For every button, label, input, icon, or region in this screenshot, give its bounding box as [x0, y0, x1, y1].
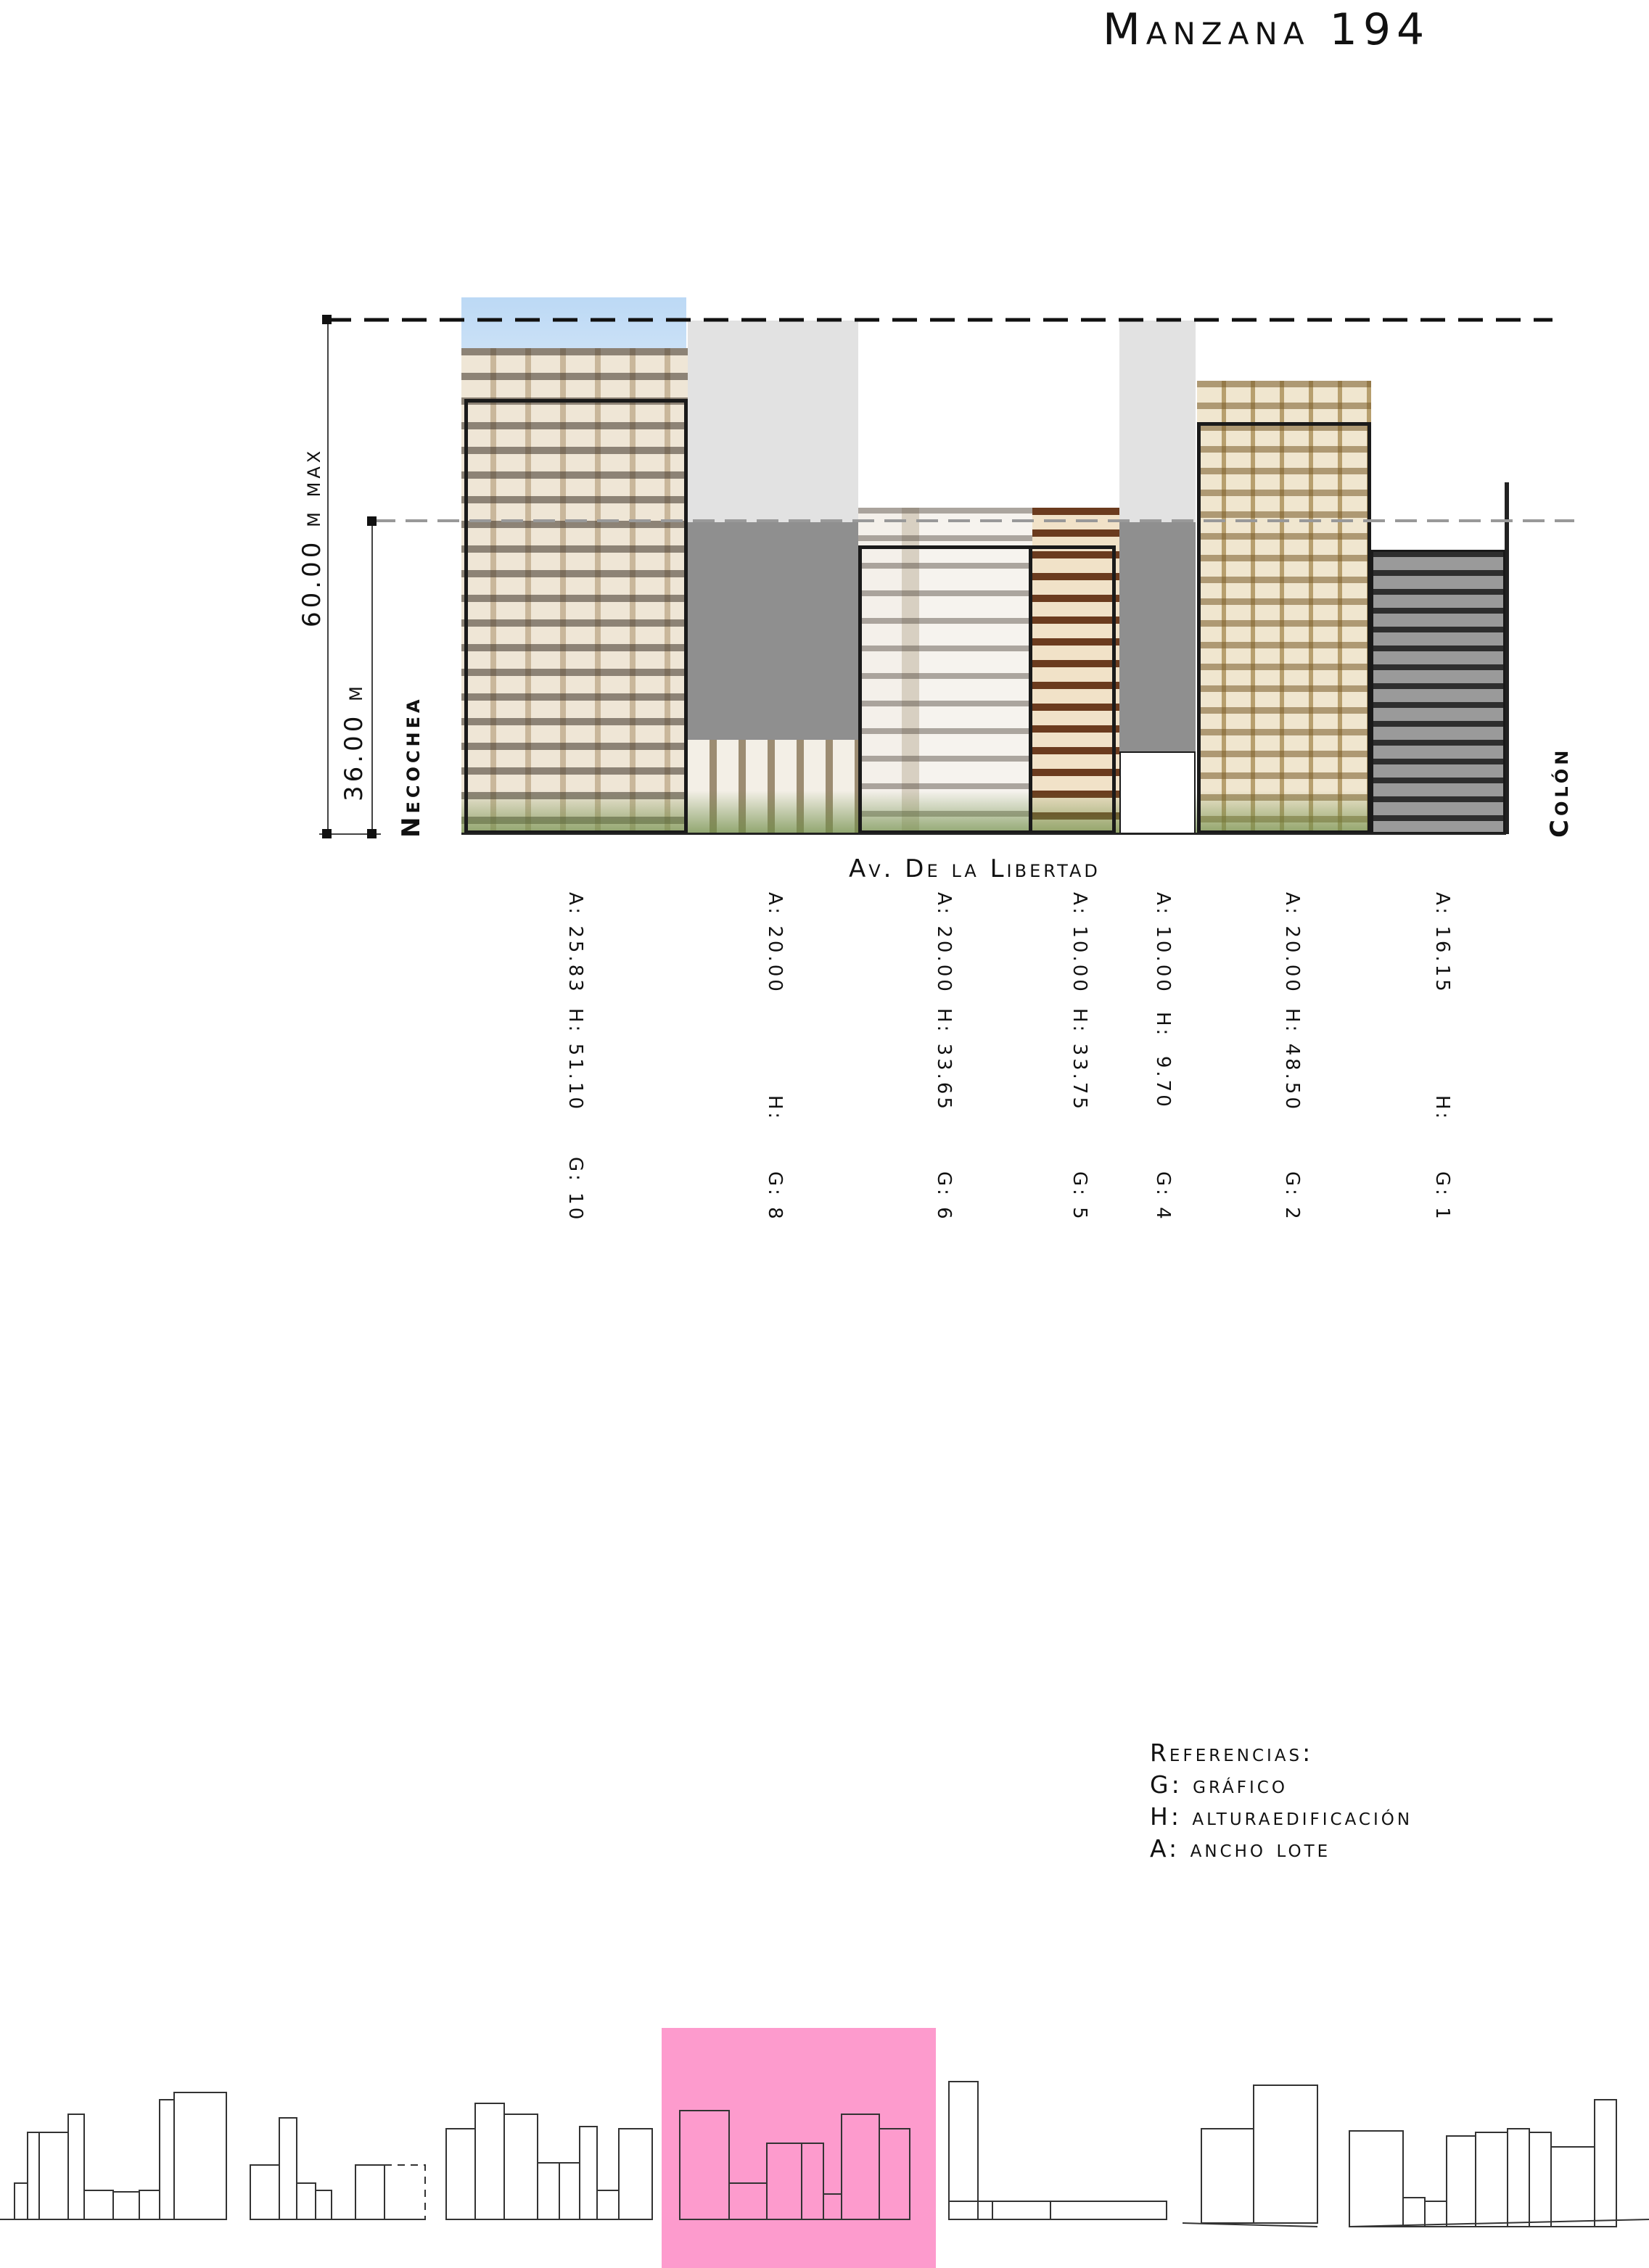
lot-height: H: 51.10 — [564, 1008, 586, 1113]
lot-graphic: G: 4 — [1152, 1171, 1174, 1222]
lot-area: A: 20.00 — [933, 892, 955, 994]
dim-marker — [367, 516, 377, 526]
street-right-label: Colón — [1545, 746, 1574, 838]
block-thumbnail-1 — [0, 2092, 226, 2219]
street-left-label: Necochea — [397, 696, 426, 838]
lot-area: A: 16.15 — [1431, 892, 1453, 994]
lot-graphic: G: 5 — [1069, 1171, 1090, 1222]
lot-graphic: G: 8 — [764, 1171, 786, 1222]
lot-height: H: — [764, 1095, 786, 1122]
reference-item: A: ancho lote — [1150, 1834, 1331, 1863]
lot-area: A: 20.00 — [764, 892, 786, 994]
lot-height: H: 48.50 — [1281, 1008, 1303, 1113]
lot-graphic: G: 1 — [1431, 1171, 1453, 1222]
lot-area: A: 10.00 — [1152, 892, 1174, 994]
references-legend — [1150, 1737, 1412, 1865]
reference-item: G: gráfico — [1150, 1770, 1288, 1799]
lot-graphic: G: 6 — [933, 1171, 955, 1222]
reference-item: H: alturaedificación — [1150, 1802, 1413, 1831]
block-thumbnail-7 — [1349, 2100, 1649, 2227]
references-heading: Referencias: — [1150, 1739, 1314, 1767]
street-elevation — [0, 0, 1649, 883]
page-title: Manzana 194 — [1103, 4, 1431, 55]
dim-marker — [322, 829, 332, 838]
block-thumbnail-2 — [250, 2118, 425, 2219]
block-thumbnail-5 — [949, 2082, 1167, 2219]
lot-height: H: 33.65 — [933, 1008, 955, 1113]
lot-height: H: — [1431, 1095, 1453, 1122]
lot-area: A: 20.00 — [1281, 892, 1303, 994]
block-thumbnail-3 — [446, 2103, 652, 2219]
block-thumbnail-6 — [1183, 2085, 1317, 2227]
lot-graphic: G: 2 — [1281, 1171, 1303, 1222]
dimension-lines — [0, 0, 1649, 870]
lot-height: H: 9.70 — [1152, 1012, 1174, 1110]
current-block-highlight — [662, 2028, 936, 2268]
lot-area: A: 10.00 — [1069, 892, 1090, 994]
block-elevation-strip — [0, 2024, 1649, 2268]
max-height-label: 60.00 m max — [297, 447, 326, 627]
lot-height: H: 33.75 — [1069, 1008, 1090, 1113]
lot-area: A: 25.83 — [564, 892, 586, 994]
base-height-label: 36.00 m — [340, 683, 369, 801]
front-street-label: Av. De la Libertad — [849, 854, 1101, 883]
dim-marker — [322, 315, 332, 324]
lot-graphic: G: 10 — [564, 1157, 586, 1223]
dim-marker — [367, 829, 377, 838]
